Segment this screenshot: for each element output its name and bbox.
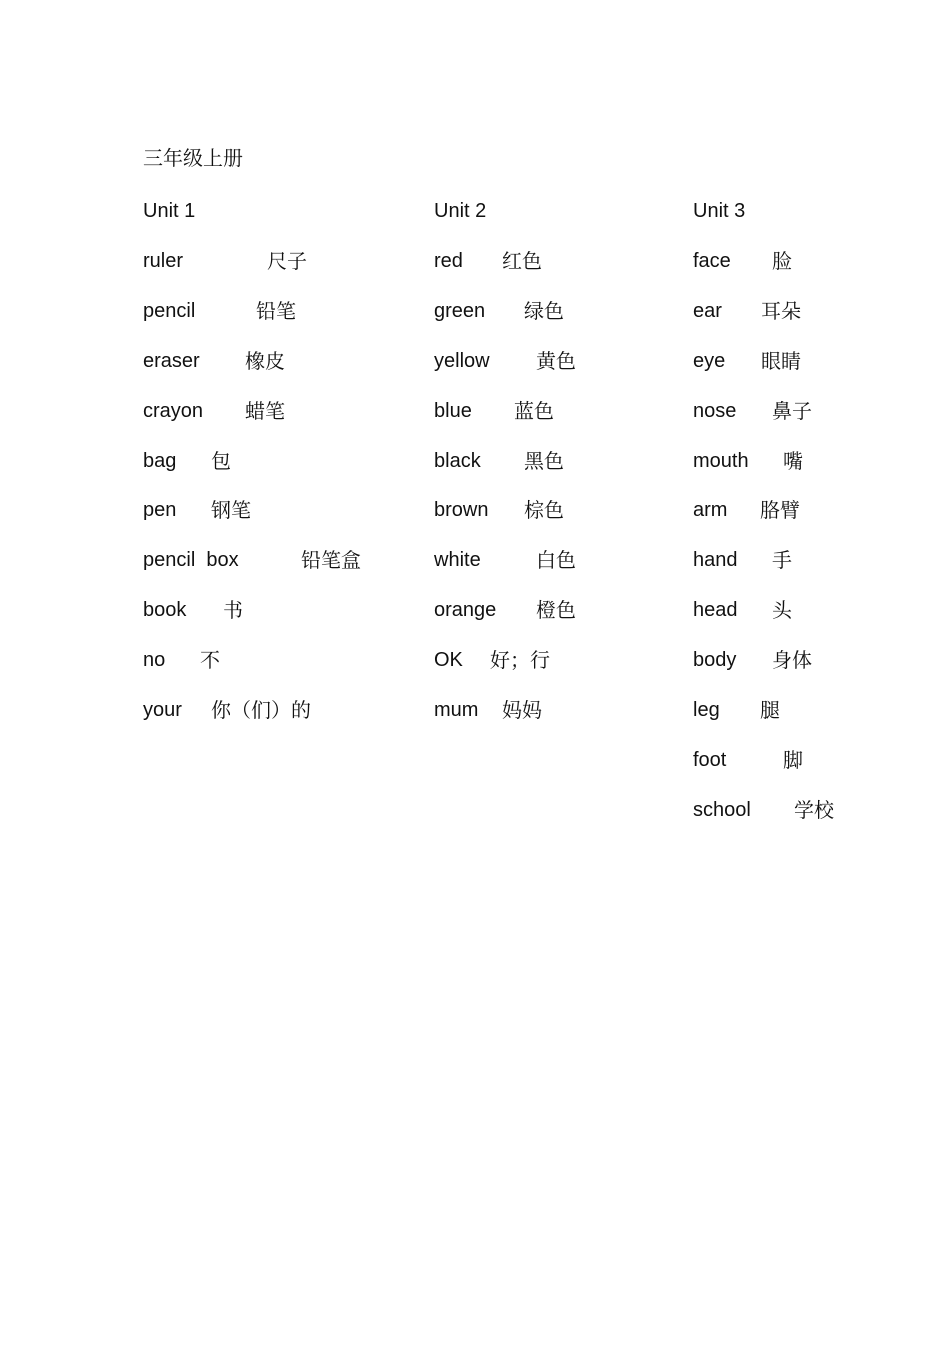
chinese-translation: 橙色 (536, 598, 576, 623)
vocab-row (434, 695, 542, 725)
chinese-translation: 黄色 (536, 348, 576, 373)
english-word: face (693, 250, 731, 272)
english-word: mouth (693, 449, 749, 472)
vocab-row (434, 346, 576, 376)
unit-2-column (434, 196, 576, 745)
chinese-translation: 红色 (502, 249, 542, 273)
vocab-row (143, 595, 243, 625)
vocab-row (693, 545, 792, 575)
chinese-translation: 尺子 (267, 249, 307, 273)
vocab-row (434, 645, 550, 675)
vocab-row (143, 545, 361, 575)
vocab-row (434, 246, 542, 276)
english-word: yellow (434, 349, 490, 372)
chinese-translation: 眼睛 (761, 348, 801, 373)
english-word: crayon (143, 399, 204, 422)
english-word: pen (143, 499, 177, 522)
english-word: black (434, 449, 481, 472)
chinese-translation: 头 (772, 598, 792, 623)
chinese-translation: 绿色 (524, 298, 564, 323)
english-word: eye (693, 349, 726, 372)
chinese-translation: 橡皮 (245, 348, 285, 373)
chinese-translation: 包 (211, 448, 231, 473)
unit-heading: Unit 3 (693, 200, 746, 222)
english-word: school (693, 798, 751, 821)
english-word: head (693, 599, 738, 622)
vocab-row (143, 346, 285, 376)
english-word: brown (434, 499, 489, 522)
chinese-translation: 蜡笔 (245, 398, 285, 423)
chinese-translation: 鼻子 (772, 398, 812, 423)
vocab-row (693, 246, 792, 276)
chinese-translation: 身体 (772, 648, 812, 673)
vocab-row (434, 446, 564, 476)
chinese-translation: 铅笔 (256, 298, 296, 323)
vocab-row (143, 396, 285, 426)
english-word: eraser (143, 349, 200, 372)
chinese-translation: 嘴 (783, 448, 803, 473)
chinese-translation: 书 (223, 598, 243, 623)
vocab-row (434, 595, 576, 625)
chinese-translation: 妈妈 (502, 698, 542, 723)
chinese-translation: 胳臂 (760, 498, 800, 523)
chinese-translation: 棕色 (524, 498, 564, 523)
chinese-translation: 黑色 (524, 448, 564, 473)
english-word: nose (693, 399, 737, 422)
vocab-row (693, 296, 801, 326)
vocab-row (143, 246, 307, 276)
vocab-row (143, 695, 311, 725)
chinese-translation: 你（们）的 (211, 698, 311, 723)
english-word: mum (434, 699, 479, 722)
english-word: OK (434, 649, 463, 672)
english-word: leg (693, 699, 720, 722)
vocab-row (434, 545, 576, 575)
english-word: bag (143, 449, 177, 472)
chinese-translation: 蓝色 (514, 398, 554, 423)
english-word: book (143, 599, 187, 622)
vocab-row (693, 446, 803, 476)
vocab-row (693, 645, 812, 675)
vocab-row (434, 396, 554, 426)
english-word: pencil box (143, 549, 239, 572)
chinese-translation: 脸 (772, 249, 792, 273)
vocab-row (143, 296, 296, 326)
english-word: body (693, 649, 737, 672)
vocab-row (143, 446, 239, 476)
vocab-row (693, 695, 780, 725)
page-title: 三年级上册 (143, 146, 243, 170)
vocab-row (693, 795, 834, 825)
unit-heading: Unit 2 (434, 200, 487, 222)
vocab-row (434, 296, 564, 326)
vocab-row (693, 745, 803, 775)
vocab-row (434, 495, 564, 525)
english-word: orange (434, 599, 497, 622)
chinese-translation: 脚 (783, 747, 803, 772)
english-word: ruler (143, 250, 184, 272)
english-word: pencil (143, 299, 196, 322)
english-word: white (434, 549, 481, 572)
english-word: no (143, 649, 166, 672)
chinese-translation: 腿 (760, 698, 780, 723)
chinese-translation: 铅笔盒 (301, 548, 361, 573)
english-word: blue (434, 399, 472, 422)
vocab-row (693, 346, 801, 376)
unit-3-column (693, 196, 834, 845)
vocab-row (693, 595, 792, 625)
vocab-row (143, 645, 239, 675)
english-word: hand (693, 549, 738, 572)
english-word: foot (693, 748, 727, 771)
chinese-translation: 白色 (536, 548, 576, 573)
vocab-row (693, 495, 800, 525)
unit-1-column (143, 196, 361, 745)
chinese-translation: 不 (200, 648, 220, 673)
chinese-translation: 耳朵 (761, 298, 801, 323)
vocab-row (693, 396, 812, 426)
vocab-row (143, 495, 251, 525)
english-word: your (143, 699, 182, 722)
chinese-translation: 好；行 (490, 648, 550, 673)
english-word: ear (693, 299, 722, 322)
english-word: arm (693, 499, 728, 522)
unit-heading: Unit 1 (143, 200, 196, 222)
chinese-translation: 学校 (794, 797, 834, 822)
chinese-translation: 钢笔 (211, 498, 251, 523)
chinese-translation: 手 (772, 548, 792, 573)
english-word: red (434, 250, 463, 272)
english-word: green (434, 299, 486, 322)
